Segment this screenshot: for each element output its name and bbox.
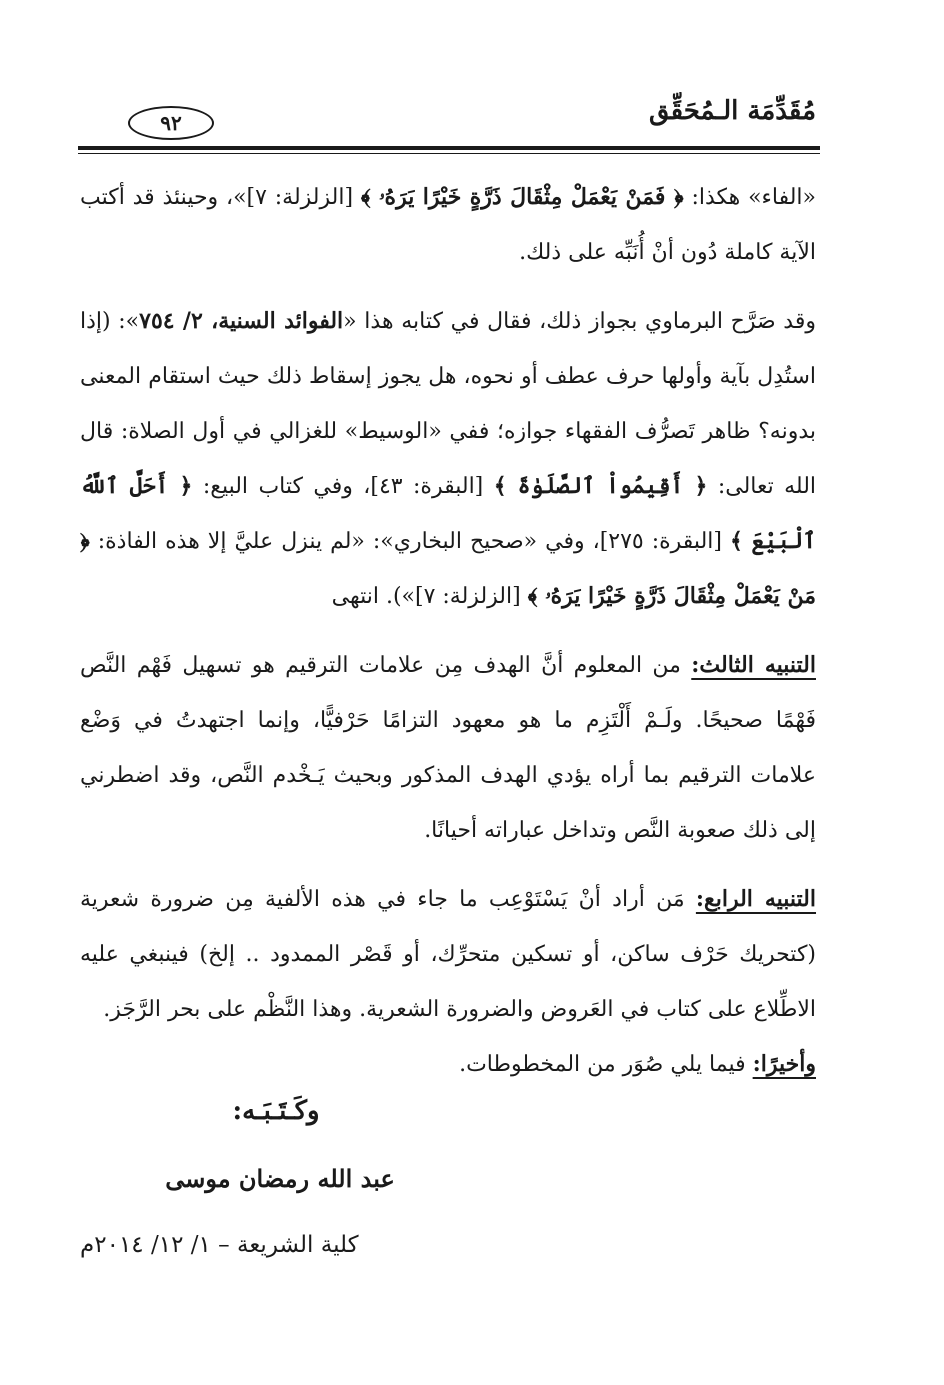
page-number: ٩٢ xyxy=(128,106,214,140)
p4-text: مَن أراد أنْ يَسْتَوْعِب ما جاء في هذه الألفية مِن ضرورة شعرية (كتحريك حَرْف ساكن، أو تسكين متحرِّك، أو قَصْر الممدود .. إلخ) فينبغي عليه الاطِّلاع على كتاب في العَروض والضرورة الشعرية. وهذا النَّظْم على بحر الرَّجَز. xyxy=(80,887,816,1022)
note-heading: وأخيرًا: xyxy=(752,1051,816,1077)
p2-text-d: [البقرة: ٢٧٥]، وفي «صحيح البخاري»: «لم ينزل عليَّ إلا هذه الفاذة: xyxy=(89,529,730,554)
place-date: كلية الشريعة – ١/ ١٢/ ٢٠١٤م xyxy=(80,1232,359,1258)
p2-text-a: وقد صَرَّح البرماوي بجواز ذلك، فقال في كتابه هذا « xyxy=(343,309,816,334)
p3-text: من المعلوم أنَّ الهدف مِن علامات الترقيم هو تسهيل فَهْم النَّص فَهْمًا صحيحًا. ولَـمْ أَلْتَزِم ما هو معهود التزامًا حَرْفيًّا، وإنما اجتهدتُ في وَضْع علامات الترقيم بما أراه يؤدي الهدف المذكور وبحيث يَـخْدم النَّص، وقد اضطرني إلى ذلك صعوبة النَّص وتداخل عباراته أحيانًا. xyxy=(80,653,816,843)
p1-text-a: «الفاء» هكذا: xyxy=(683,185,816,210)
note-heading: التنبيه الرابع: xyxy=(695,886,817,912)
paragraph-2 xyxy=(80,294,816,624)
p2-text-c: [البقرة: ٤٣]، وفي كتاب البيع: xyxy=(192,474,494,499)
p1-text-b: [الزلزلة: ٧]»، وحينئذ قد أكتب الآية كاملة دُون أنْ أُنَبِّه على ذلك. xyxy=(80,185,816,265)
note-heading: التنبيه الثالث: xyxy=(691,652,816,678)
quran-verse: ﴿ فَمَنْ يَعْمَلْ مِثْقَالَ ذَرَّةٍ خَيْرًا يَرَهُۥ ﴾ xyxy=(360,184,684,210)
header-rule-thin xyxy=(78,153,820,154)
body-text xyxy=(80,170,816,1092)
page-header xyxy=(78,92,820,144)
quran-verse: ﴿ أَقِيمُواْ ٱلصَّلَوٰةَ ﴾ xyxy=(493,473,708,499)
signature-wrote: وكَـتَـبَـه: xyxy=(232,1096,320,1126)
paragraph-5 xyxy=(80,1037,816,1092)
paragraph-3 xyxy=(80,638,816,858)
header-rule xyxy=(78,146,820,150)
p5-text: فيما يلي صُوَر من المخطوطات. xyxy=(459,1052,753,1077)
p2-text-b: »: (إذا استُدِل بآية وأولها حرف عطف أو نحوه، هل يجوز إسقاط ذلك حيث استقام المعنى بدونه؟ ظاهر تَصرُّف الفقهاء جوازه؛ ففي «الوسيط» للغزالي في أول الصلاة: قال الله تعالى: xyxy=(80,309,817,499)
author-name: عبد الله رمضان موسى xyxy=(165,1164,395,1193)
p2-text-e: [الزلزلة: ٧]»). انتهى xyxy=(331,584,528,609)
quran-verse: ﴿ أَحَلَّ ٱللَّهُ ٱلْبَيْعَ ﴾ xyxy=(80,473,816,554)
paragraph-4 xyxy=(80,872,816,1037)
paragraph-1 xyxy=(80,170,816,280)
running-title: مُقَدِّمَة الـمُحَقِّق xyxy=(648,96,816,126)
quran-verse: ﴿ مَنْ يَعْمَلْ مِثْقَالَ ذَرَّةٍ خَيْرًا يَرَهُۥ ﴾ xyxy=(80,528,816,609)
book-reference: الفوائد السنية، ٢/ ٧٥٤ xyxy=(139,308,344,334)
